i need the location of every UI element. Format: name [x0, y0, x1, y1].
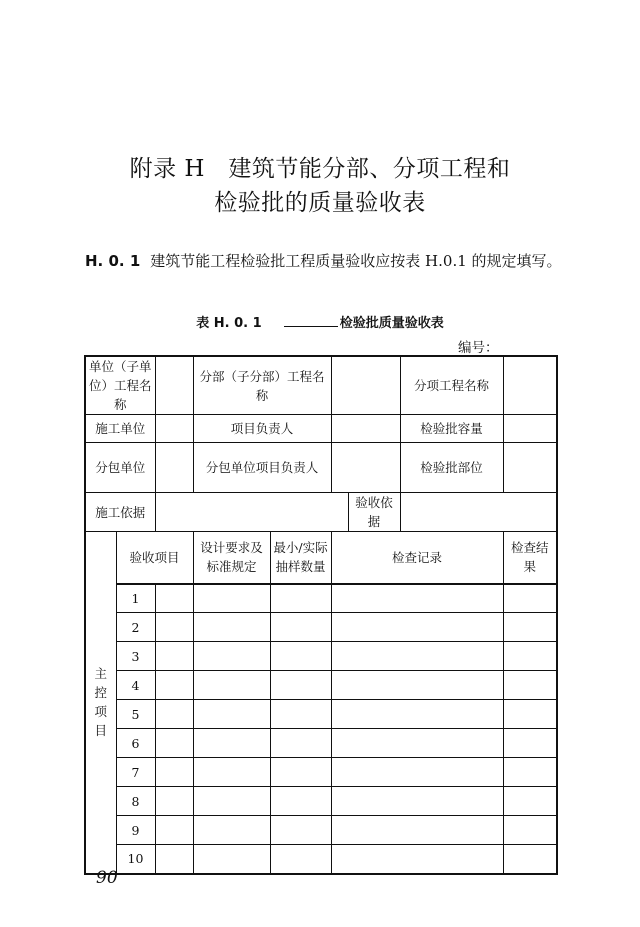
subcontract-unit-field[interactable] — [155, 443, 193, 493]
table-number: 表 H. 0. 1 — [196, 316, 262, 331]
construction-basis-field[interactable] — [155, 493, 348, 532]
table-title: 检验批质量验收表 — [339, 316, 444, 331]
project-leader-field[interactable] — [331, 415, 400, 443]
row-number: 10 — [116, 845, 155, 874]
batch-location-label: 检验批部位 — [400, 443, 503, 493]
sample-count-cell[interactable] — [270, 816, 331, 845]
sample-count-cell[interactable] — [270, 613, 331, 642]
design-requirements-header: 设计要求及标准规定 — [193, 532, 270, 584]
appendix-title-line2: 检验批的质量验收表 — [214, 190, 426, 216]
acceptance-items-header: 验收项目 — [116, 532, 193, 584]
batch-capacity-field[interactable] — [503, 415, 557, 443]
acceptance-item-cell[interactable] — [155, 584, 193, 613]
inspection-result-cell[interactable] — [503, 816, 557, 845]
acceptance-item-cell[interactable] — [155, 613, 193, 642]
acceptance-item-cell[interactable] — [155, 816, 193, 845]
acceptance-item-cell[interactable] — [155, 671, 193, 700]
inspection-record-cell[interactable] — [331, 613, 503, 642]
inspection-record-cell[interactable] — [331, 700, 503, 729]
unit-project-name-label: 单位（子单位）工程名称 — [85, 356, 155, 415]
design-requirement-cell[interactable] — [193, 584, 270, 613]
acceptance-item-cell[interactable] — [155, 845, 193, 874]
row-number: 1 — [116, 584, 155, 613]
row-number: 8 — [116, 787, 155, 816]
sample-count-cell[interactable] — [270, 787, 331, 816]
clause-number: H. 0. 1 — [85, 252, 141, 270]
construction-basis-label: 施工依据 — [85, 493, 155, 532]
inspection-record-cell[interactable] — [331, 845, 503, 874]
sample-count-cell[interactable] — [270, 758, 331, 787]
construction-unit-field[interactable] — [155, 415, 193, 443]
sample-count-header: 最小/实际抽样数量 — [270, 532, 331, 584]
inspection-result-cell[interactable] — [503, 758, 557, 787]
inspection-result-cell[interactable] — [503, 729, 557, 758]
unit-project-name-field[interactable] — [155, 356, 193, 415]
inspection-batch-acceptance-form — [84, 355, 558, 875]
design-requirement-cell[interactable] — [193, 845, 270, 874]
row-number: 9 — [116, 816, 155, 845]
sample-count-cell[interactable] — [270, 671, 331, 700]
sub-item-project-name-label: 分项工程名称 — [400, 356, 503, 415]
inspection-record-header: 检查记录 — [331, 532, 503, 584]
subcontract-project-leader-label: 分包单位项目负责人 — [193, 443, 331, 493]
row-number: 5 — [116, 700, 155, 729]
clause-text: 建筑节能工程检验批工程质量验收应按表 H.0.1 的规定填写。 — [150, 252, 562, 270]
project-leader-label: 项目负责人 — [193, 415, 331, 443]
sample-count-cell[interactable] — [270, 729, 331, 758]
clause-paragraph — [85, 248, 565, 274]
design-requirement-cell[interactable] — [193, 700, 270, 729]
sample-count-cell[interactable] — [270, 700, 331, 729]
sample-count-cell[interactable] — [270, 584, 331, 613]
fill-in-blank — [284, 314, 338, 327]
main-control-items-text: 主控项目 — [94, 666, 107, 739]
acceptance-item-cell[interactable] — [155, 758, 193, 787]
acceptance-item-cell[interactable] — [155, 642, 193, 671]
design-requirement-cell[interactable] — [193, 671, 270, 700]
acceptance-item-cell[interactable] — [155, 729, 193, 758]
main-control-items-label — [85, 532, 116, 874]
inspection-record-cell[interactable] — [331, 758, 503, 787]
subcontract-project-leader-field[interactable] — [331, 443, 400, 493]
inspection-record-cell[interactable] — [331, 729, 503, 758]
page-number: 90 — [96, 868, 118, 888]
inspection-record-cell[interactable] — [331, 642, 503, 671]
division-project-name-label: 分部（子分部）工程名称 — [193, 356, 331, 415]
design-requirement-cell[interactable] — [193, 816, 270, 845]
inspection-result-cell[interactable] — [503, 613, 557, 642]
acceptance-item-cell[interactable] — [155, 787, 193, 816]
design-requirement-cell[interactable] — [193, 613, 270, 642]
design-requirement-cell[interactable] — [193, 729, 270, 758]
inspection-result-cell[interactable] — [503, 700, 557, 729]
appendix-title-line1: 附录 H 建筑节能分部、分项工程和 — [129, 156, 511, 182]
inspection-result-cell[interactable] — [503, 584, 557, 613]
design-requirement-cell[interactable] — [193, 787, 270, 816]
inspection-result-cell[interactable] — [503, 787, 557, 816]
inspection-result-cell[interactable] — [503, 642, 557, 671]
inspection-result-cell[interactable] — [503, 671, 557, 700]
division-project-name-field[interactable] — [331, 356, 400, 415]
inspection-result-header: 检查结果 — [503, 532, 557, 584]
inspection-record-cell[interactable] — [331, 787, 503, 816]
row-number: 4 — [116, 671, 155, 700]
serial-number-label: 编号： — [458, 340, 499, 356]
batch-capacity-label: 检验批容量 — [400, 415, 503, 443]
acceptance-basis-field[interactable] — [400, 493, 557, 532]
row-number: 3 — [116, 642, 155, 671]
subcontract-unit-label: 分包单位 — [85, 443, 155, 493]
row-number: 7 — [116, 758, 155, 787]
row-number: 2 — [116, 613, 155, 642]
batch-location-field[interactable] — [503, 443, 557, 493]
acceptance-basis-label: 验收依据 — [348, 493, 400, 532]
acceptance-item-cell[interactable] — [155, 700, 193, 729]
sub-item-project-name-field[interactable] — [503, 356, 557, 415]
inspection-record-cell[interactable] — [331, 816, 503, 845]
inspection-result-cell[interactable] — [503, 845, 557, 874]
inspection-record-cell[interactable] — [331, 584, 503, 613]
design-requirement-cell[interactable] — [193, 758, 270, 787]
construction-unit-label: 施工单位 — [85, 415, 155, 443]
sample-count-cell[interactable] — [270, 845, 331, 874]
sample-count-cell[interactable] — [270, 642, 331, 671]
row-number: 6 — [116, 729, 155, 758]
design-requirement-cell[interactable] — [193, 642, 270, 671]
table-caption — [0, 312, 640, 331]
inspection-record-cell[interactable] — [331, 671, 503, 700]
